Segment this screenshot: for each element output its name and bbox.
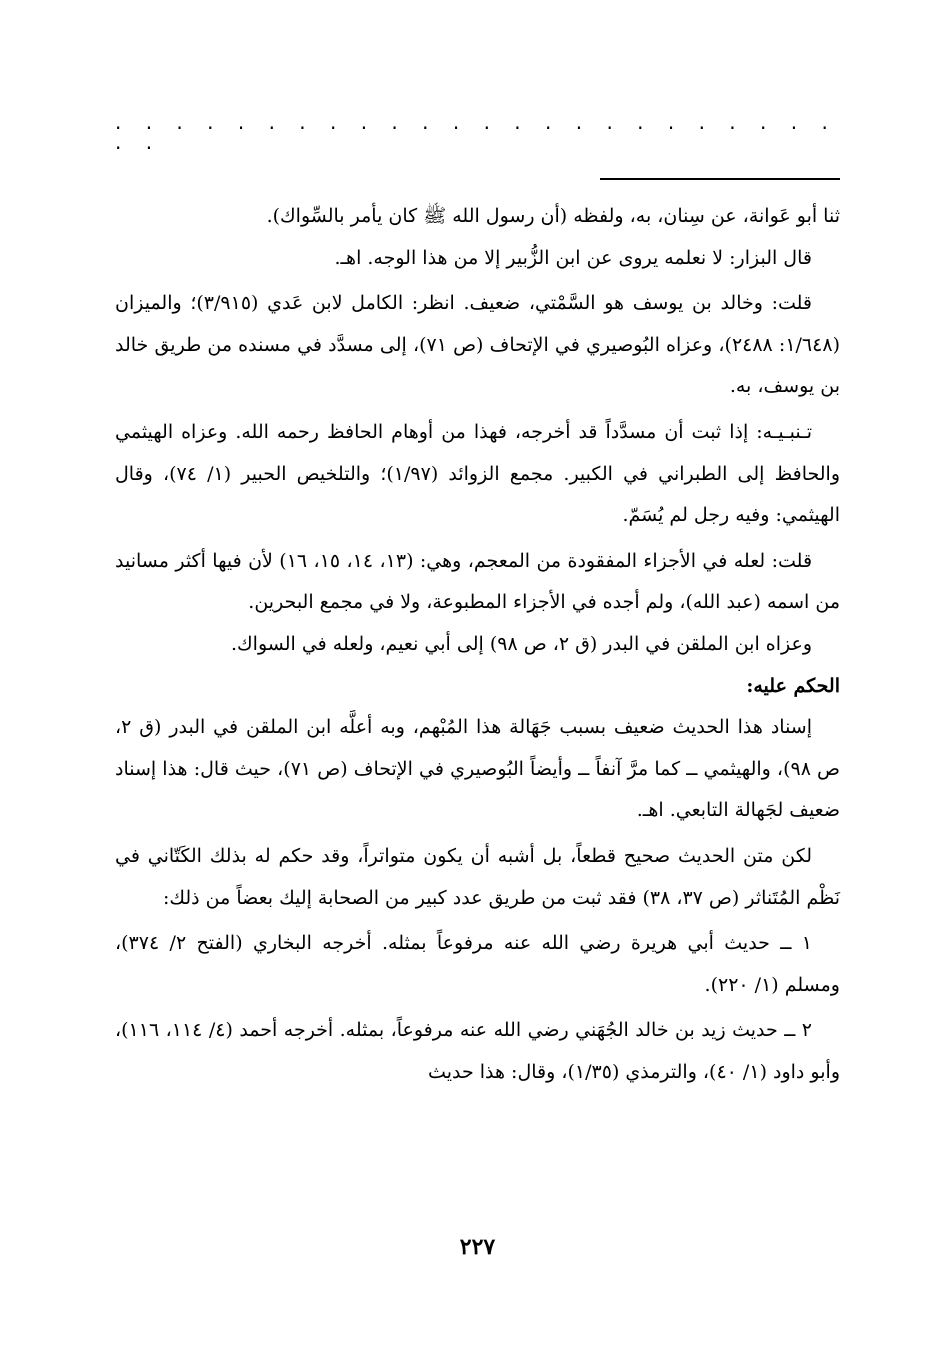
paragraph: وعزاه ابن الملقن في البدر (ق ٢، ص ٩٨) إلى أبي نعيم، ولعله في السواك.	[230, 632, 812, 655]
paragraph: ثنا أبو عَوانة، عن سِنان، به، ولفظه (أن رسول الله ﷺ كان يأمر بالسِّواك).	[266, 205, 840, 227]
paragraph: قلت: لعله في الأجزاء المفقودة من المعجم، وهي: (١٣، ١٤، ١٥، ١٦) لأن فيها أكثر مسانيد من اسمه (عبد الله)، ولم أجده في الأجزاء المطبوعة، ولا في مجمع البحرين.	[115, 549, 840, 614]
page-body	[115, 196, 840, 1093]
footnote-rule	[600, 178, 840, 180]
list-item: ٢ ــ حديث زيد بن خالد الجُهَني رضي الله عنه مرفوعاً، بمثله. أخرجه أحمد (٤/ ١١٤، ١١٦)، وأبو داود (١/ ٤٠)، والترمذي (١/٣٥)، وقال: هذا حديث	[115, 1019, 840, 1083]
section-heading: الحكم عليه:	[746, 674, 840, 697]
paragraph: تـنبـيـه: إذا ثبت أن مسدَّداً قد أخرجه، فهذا من أوهام الحافظ رحمه الله. وعزاه الهيثمي والحافظ إلى الطبراني في الكبير. مجمع الزوائد (١/٩٧)؛ والتلخيص الحبير (١/ ٧٤)، وقال الهيثمي: وفيه رجل لم يُسَمّ.	[115, 420, 840, 527]
document-page	[115, 0, 840, 1370]
paragraph: إسناد هذا الحديث ضعيف بسبب جَهَالة هذا المُبْهم، وبه أعلَّه ابن الملقن في البدر (ق ٢، ص ٩٨)، والهيثمي ــ كما مرَّ آنفاً ــ وأيضاً البُوصيري في الإتحاف (ص ٧١)، حيث قال: هذا إسناد ضعيف لجَهالة التابعي. اهـ.	[115, 716, 841, 822]
paragraph: لكن متن الحديث صحيح قطعاً، بل أشبه أن يكون متواتراً، وقد حكم له بذلك الكَتّاني في نَظْم المُتَناثر (ص ٣٧، ٣٨) فقد ثبت من طريق عدد كبير من الصحابة إليك بعضاً من ذلك:	[115, 844, 840, 909]
page-number: ٢٢٧	[459, 1234, 496, 1260]
list-item: ١ ــ حديث أبي هريرة رضي الله عنه مرفوعاً بمثله. أخرجه البخاري (الفتح ٢/ ٣٧٤)، ومسلم (١/ ٢٢٠).	[115, 932, 840, 996]
ellipsis-separator: . . . . . . . . . . . . . . . . . . . . . . . . . .	[115, 110, 837, 154]
paragraph: قلت: وخالد بن يوسف هو السَّمْتي، ضعيف. انظر: الكامل لابن عَدي (٣/٩١٥)؛ والميزان (١/٦٤٨: ٢٤٨٨)، وعزاه البُوصيري في الإتحاف (ص ٧١)، إلى مسدَّد في مسنده من طريق خالد بن يوسف، به.	[115, 292, 840, 398]
paragraph: قال البزار: لا نعلمه يروى عن ابن الزُّبير إلا من هذا الوجه. اهـ.	[334, 246, 812, 269]
